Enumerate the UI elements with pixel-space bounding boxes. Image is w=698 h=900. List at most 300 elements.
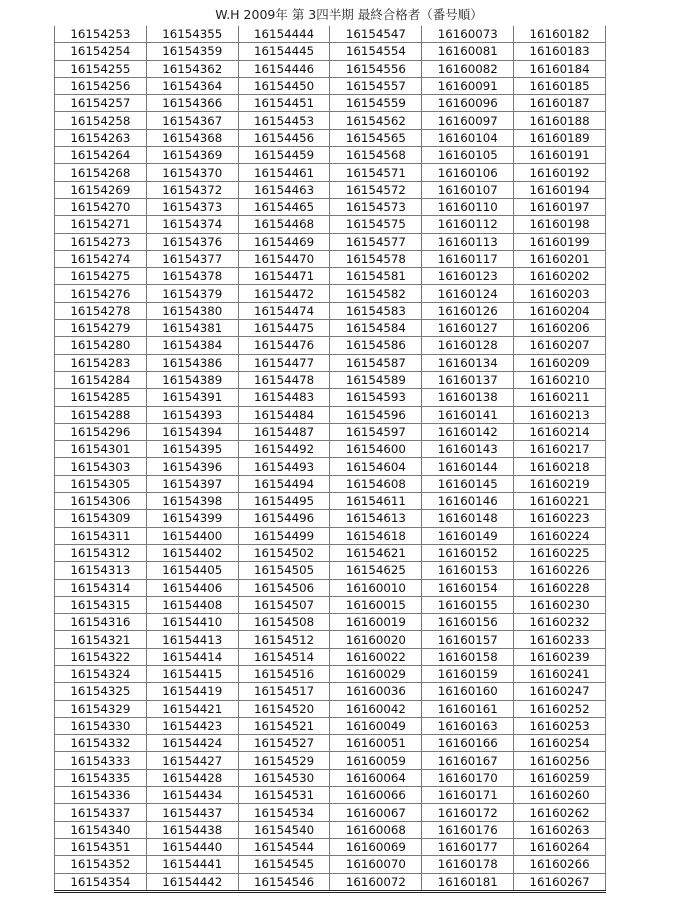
table-row	[55, 302, 606, 319]
table-cell: 16154608	[330, 475, 422, 492]
table-cell: 16154428	[146, 769, 238, 786]
table-cell: 16160228	[514, 579, 606, 596]
table-cell: 16154389	[146, 371, 238, 388]
table-cell: 16154399	[146, 510, 238, 527]
table-cell: 16160260	[514, 787, 606, 804]
table-cell: 16160217	[514, 441, 606, 458]
table-cell: 16154559	[330, 95, 422, 112]
table-cell: 16154288	[55, 406, 147, 423]
table-cell: 16154285	[55, 389, 147, 406]
table-cell: 16160145	[422, 475, 514, 492]
table-row	[55, 26, 606, 43]
table-cell: 16154442	[146, 873, 238, 891]
table-cell: 16160049	[330, 717, 422, 734]
table-cell: 16154453	[238, 112, 330, 129]
table-cell: 16154424	[146, 735, 238, 752]
table-row	[55, 268, 606, 285]
table-cell: 16160214	[514, 423, 606, 440]
table-cell: 16154351	[55, 838, 147, 855]
table-cell: 16160198	[514, 216, 606, 233]
table-cell: 16160019	[330, 614, 422, 631]
table-cell: 16154333	[55, 752, 147, 769]
table-cell: 16160192	[514, 164, 606, 181]
table-cell: 16154391	[146, 389, 238, 406]
table-cell: 16154546	[238, 873, 330, 891]
table-cell: 16160042	[330, 700, 422, 717]
table-cell: 16154568	[330, 147, 422, 164]
table-cell: 16160097	[422, 112, 514, 129]
table-cell: 16160128	[422, 337, 514, 354]
table-row	[55, 458, 606, 475]
table-cell: 16154384	[146, 337, 238, 354]
table-row	[55, 752, 606, 769]
table-cell: 16154474	[238, 302, 330, 319]
table-row	[55, 856, 606, 873]
table-cell: 16154600	[330, 441, 422, 458]
table-cell: 16154596	[330, 406, 422, 423]
table-cell: 16160138	[422, 389, 514, 406]
table-cell: 16154441	[146, 856, 238, 873]
table-cell: 16154370	[146, 164, 238, 181]
table-cell: 16160149	[422, 527, 514, 544]
table-cell: 16154468	[238, 216, 330, 233]
table-cell: 16160213	[514, 406, 606, 423]
table-cell: 16154450	[238, 77, 330, 94]
table-cell: 16154359	[146, 43, 238, 60]
table-cell: 16154311	[55, 527, 147, 544]
table-cell: 16154578	[330, 250, 422, 267]
table-cell: 16160107	[422, 181, 514, 198]
table-cell: 16160153	[422, 562, 514, 579]
table-row	[55, 181, 606, 198]
table-cell: 16160015	[330, 596, 422, 613]
table-cell: 16154534	[238, 804, 330, 821]
results-table	[54, 26, 606, 893]
table-cell: 16154421	[146, 700, 238, 717]
table-cell: 16160176	[422, 821, 514, 838]
table-cell: 16154577	[330, 233, 422, 250]
table-cell: 16154268	[55, 164, 147, 181]
table-cell: 16160252	[514, 700, 606, 717]
table-cell: 16154378	[146, 268, 238, 285]
table-cell: 16160073	[422, 26, 514, 43]
table-cell: 16154529	[238, 752, 330, 769]
table-row	[55, 735, 606, 752]
table-cell: 16154405	[146, 562, 238, 579]
table-cell: 16154618	[330, 527, 422, 544]
table-cell: 16154367	[146, 112, 238, 129]
table-cell: 16154461	[238, 164, 330, 181]
table-cell: 16154451	[238, 95, 330, 112]
table-cell: 16154271	[55, 216, 147, 233]
table-cell: 16160106	[422, 164, 514, 181]
table-cell: 16154437	[146, 804, 238, 821]
table-cell: 16160254	[514, 735, 606, 752]
table-cell: 16154621	[330, 544, 422, 561]
table-cell: 16154496	[238, 510, 330, 527]
table-cell: 16154469	[238, 233, 330, 250]
table-cell: 16154256	[55, 77, 147, 94]
table-row	[55, 43, 606, 60]
table-cell: 16154408	[146, 596, 238, 613]
table-cell: 16154476	[238, 337, 330, 354]
table-cell: 16154315	[55, 596, 147, 613]
table-row	[55, 614, 606, 631]
table-cell: 16154269	[55, 181, 147, 198]
table-cell: 16154444	[238, 26, 330, 43]
table-cell: 16160141	[422, 406, 514, 423]
table-cell: 16160068	[330, 821, 422, 838]
table-row	[55, 147, 606, 164]
table-cell: 16160126	[422, 302, 514, 319]
table-row	[55, 320, 606, 337]
table-cell: 16154386	[146, 354, 238, 371]
table-cell: 16154380	[146, 302, 238, 319]
table-cell: 16154508	[238, 614, 330, 631]
table-row	[55, 250, 606, 267]
table-cell: 16154366	[146, 95, 238, 112]
table-cell: 16160064	[330, 769, 422, 786]
table-cell: 16160233	[514, 631, 606, 648]
table-cell: 16160022	[330, 648, 422, 665]
table-cell: 16160218	[514, 458, 606, 475]
table-row	[55, 631, 606, 648]
table-cell: 16154611	[330, 493, 422, 510]
table-row	[55, 129, 606, 146]
table-cell: 16160127	[422, 320, 514, 337]
table-cell: 16154395	[146, 441, 238, 458]
table-cell: 16160166	[422, 735, 514, 752]
table-row	[55, 77, 606, 94]
table-cell: 16160172	[422, 804, 514, 821]
table-cell: 16154364	[146, 77, 238, 94]
table-cell: 16154465	[238, 198, 330, 215]
document-title: W.H 2009年 第 3四半期 最終合格者（番号順）	[215, 7, 483, 22]
table-row	[55, 60, 606, 77]
table-cell: 16160201	[514, 250, 606, 267]
table-cell: 16160112	[422, 216, 514, 233]
table-cell: 16154278	[55, 302, 147, 319]
table-cell: 16154379	[146, 285, 238, 302]
table-row	[55, 544, 606, 561]
table-cell: 16160203	[514, 285, 606, 302]
table-cell: 16160189	[514, 129, 606, 146]
table-row	[55, 787, 606, 804]
table-cell: 16160197	[514, 198, 606, 215]
table-cell: 16154502	[238, 544, 330, 561]
table-cell: 16154472	[238, 285, 330, 302]
table-cell: 16154507	[238, 596, 330, 613]
table-cell: 16160223	[514, 510, 606, 527]
table-cell: 16154393	[146, 406, 238, 423]
table-cell: 16154505	[238, 562, 330, 579]
table-cell: 16160072	[330, 873, 422, 891]
table-cell: 16160232	[514, 614, 606, 631]
table-cell: 16160225	[514, 544, 606, 561]
table-cell: 16154254	[55, 43, 147, 60]
table-cell: 16154413	[146, 631, 238, 648]
table-cell: 16160184	[514, 60, 606, 77]
table-cell: 16160096	[422, 95, 514, 112]
table-cell: 16160010	[330, 579, 422, 596]
table-row	[55, 112, 606, 129]
table-cell: 16154415	[146, 665, 238, 682]
table-cell: 16160181	[422, 873, 514, 891]
table-cell: 16154446	[238, 60, 330, 77]
table-cell: 16160185	[514, 77, 606, 94]
table-cell: 16160160	[422, 683, 514, 700]
table-row	[55, 527, 606, 544]
table-cell: 16154613	[330, 510, 422, 527]
table-cell: 16160163	[422, 717, 514, 734]
table-cell: 16154305	[55, 475, 147, 492]
table-cell: 16154312	[55, 544, 147, 561]
table-cell: 16160224	[514, 527, 606, 544]
table-cell: 16154264	[55, 147, 147, 164]
table-cell: 16160226	[514, 562, 606, 579]
table-cell: 16160239	[514, 648, 606, 665]
table-cell: 16160178	[422, 856, 514, 873]
table-row	[55, 873, 606, 891]
table-cell: 16154355	[146, 26, 238, 43]
table-cell: 16154438	[146, 821, 238, 838]
table-cell: 16160148	[422, 510, 514, 527]
table-cell: 16154521	[238, 717, 330, 734]
table-cell: 16160156	[422, 614, 514, 631]
table-cell: 16154587	[330, 354, 422, 371]
table-cell: 16160159	[422, 665, 514, 682]
table-cell: 16160167	[422, 752, 514, 769]
table-cell: 16154495	[238, 493, 330, 510]
table-cell: 16154625	[330, 562, 422, 579]
table-cell: 16160066	[330, 787, 422, 804]
table-cell: 16160081	[422, 43, 514, 60]
table-cell: 16154492	[238, 441, 330, 458]
table-cell: 16154332	[55, 735, 147, 752]
table-row	[55, 562, 606, 579]
table-cell: 16154377	[146, 250, 238, 267]
table-cell: 16154340	[55, 821, 147, 838]
table-cell: 16154584	[330, 320, 422, 337]
table-cell: 16154316	[55, 614, 147, 631]
table-cell: 16154352	[55, 856, 147, 873]
table-cell: 16154335	[55, 769, 147, 786]
table-row	[55, 423, 606, 440]
table-row	[55, 389, 606, 406]
table-cell: 16160263	[514, 821, 606, 838]
table-cell: 16154410	[146, 614, 238, 631]
table-cell: 16160146	[422, 493, 514, 510]
table-cell: 16160267	[514, 873, 606, 891]
table-cell: 16154314	[55, 579, 147, 596]
table-cell: 16160142	[422, 423, 514, 440]
table-cell: 16160204	[514, 302, 606, 319]
table-row	[55, 648, 606, 665]
table-cell: 16154463	[238, 181, 330, 198]
table-cell: 16154571	[330, 164, 422, 181]
table-cell: 16154276	[55, 285, 147, 302]
table-cell: 16160183	[514, 43, 606, 60]
table-cell: 16160117	[422, 250, 514, 267]
table-cell: 16160241	[514, 665, 606, 682]
table-cell: 16154487	[238, 423, 330, 440]
table-cell: 16154554	[330, 43, 422, 60]
table-cell: 16160036	[330, 683, 422, 700]
table-cell: 16154368	[146, 129, 238, 146]
table-cell: 16154414	[146, 648, 238, 665]
table-cell: 16154572	[330, 181, 422, 198]
table-cell: 16154381	[146, 320, 238, 337]
table-row	[55, 441, 606, 458]
table-cell: 16160177	[422, 838, 514, 855]
table-cell: 16154376	[146, 233, 238, 250]
table-cell: 16154478	[238, 371, 330, 388]
table-cell: 16154562	[330, 112, 422, 129]
table-cell: 16160171	[422, 787, 514, 804]
table-cell: 16154506	[238, 579, 330, 596]
table-cell: 16154484	[238, 406, 330, 423]
table-cell: 16160266	[514, 856, 606, 873]
table-row	[55, 233, 606, 250]
table-cell: 16154589	[330, 371, 422, 388]
table-row	[55, 769, 606, 786]
table-cell: 16154545	[238, 856, 330, 873]
table-cell: 16154324	[55, 665, 147, 682]
table-cell: 16154306	[55, 493, 147, 510]
table-cell: 16160221	[514, 493, 606, 510]
table-cell: 16154597	[330, 423, 422, 440]
table-cell: 16154258	[55, 112, 147, 129]
table-cell: 16154520	[238, 700, 330, 717]
table-cell: 16160067	[330, 804, 422, 821]
table-cell: 16154475	[238, 320, 330, 337]
table-row	[55, 475, 606, 492]
table-cell: 16160256	[514, 752, 606, 769]
table-cell: 16160113	[422, 233, 514, 250]
table-cell: 16154456	[238, 129, 330, 146]
table-cell: 16160137	[422, 371, 514, 388]
table-cell: 16160082	[422, 60, 514, 77]
table-cell: 16154337	[55, 804, 147, 821]
table-cell: 16160123	[422, 268, 514, 285]
table-cell: 16154583	[330, 302, 422, 319]
table-cell: 16154477	[238, 354, 330, 371]
table-cell: 16160262	[514, 804, 606, 821]
table-cell: 16160188	[514, 112, 606, 129]
table-cell: 16154263	[55, 129, 147, 146]
table-cell: 16160104	[422, 129, 514, 146]
table-cell: 16154423	[146, 717, 238, 734]
table-cell: 16160124	[422, 285, 514, 302]
table-row	[55, 216, 606, 233]
table-cell: 16154445	[238, 43, 330, 60]
table-row	[55, 821, 606, 838]
table-cell: 16160206	[514, 320, 606, 337]
table-cell: 16154483	[238, 389, 330, 406]
table-cell: 16154434	[146, 787, 238, 804]
table-cell: 16154322	[55, 648, 147, 665]
table-cell: 16154406	[146, 579, 238, 596]
table-cell: 16154586	[330, 337, 422, 354]
table-row	[55, 354, 606, 371]
table-cell: 16154459	[238, 147, 330, 164]
table-cell: 16154253	[55, 26, 147, 43]
table-cell: 16154517	[238, 683, 330, 700]
table-cell: 16154397	[146, 475, 238, 492]
table-cell: 16154354	[55, 873, 147, 891]
table-cell: 16154593	[330, 389, 422, 406]
table-cell: 16154283	[55, 354, 147, 371]
table-row	[55, 95, 606, 112]
table-cell: 16154531	[238, 787, 330, 804]
table-row	[55, 493, 606, 510]
table-row	[55, 198, 606, 215]
table-row	[55, 665, 606, 682]
table-cell: 16154604	[330, 458, 422, 475]
table-cell: 16154512	[238, 631, 330, 648]
table-row	[55, 371, 606, 388]
table-cell: 16154494	[238, 475, 330, 492]
table-cell: 16154329	[55, 700, 147, 717]
table-row	[55, 596, 606, 613]
table-cell: 16154330	[55, 717, 147, 734]
table-cell: 16160259	[514, 769, 606, 786]
table-cell: 16154499	[238, 527, 330, 544]
table-cell: 16160230	[514, 596, 606, 613]
table-row	[55, 717, 606, 734]
table-cell: 16154514	[238, 648, 330, 665]
table-cell: 16154440	[146, 838, 238, 855]
table-cell: 16160202	[514, 268, 606, 285]
table-cell: 16154398	[146, 493, 238, 510]
table-cell: 16154575	[330, 216, 422, 233]
table-cell: 16154530	[238, 769, 330, 786]
table-cell: 16160155	[422, 596, 514, 613]
table-cell: 16154279	[55, 320, 147, 337]
table-cell: 16154493	[238, 458, 330, 475]
table-cell: 16160051	[330, 735, 422, 752]
table-cell: 16154547	[330, 26, 422, 43]
table-cell: 16160144	[422, 458, 514, 475]
table-cell: 16154313	[55, 562, 147, 579]
table-cell: 16154470	[238, 250, 330, 267]
table-cell: 16154362	[146, 60, 238, 77]
table-cell: 16154471	[238, 268, 330, 285]
table-cell: 16154372	[146, 181, 238, 198]
table-cell: 16154396	[146, 458, 238, 475]
table-cell: 16160187	[514, 95, 606, 112]
table-cell: 16154255	[55, 60, 147, 77]
table-cell: 16160194	[514, 181, 606, 198]
table-cell: 16154565	[330, 129, 422, 146]
table-cell: 16160091	[422, 77, 514, 94]
table-cell: 16154516	[238, 665, 330, 682]
table-row	[55, 683, 606, 700]
table-cell: 16154556	[330, 60, 422, 77]
table-cell: 16160253	[514, 717, 606, 734]
table-cell: 16154544	[238, 838, 330, 855]
table-row	[55, 406, 606, 423]
table-cell: 16154419	[146, 683, 238, 700]
table-cell: 16154527	[238, 735, 330, 752]
table-cell: 16160191	[514, 147, 606, 164]
table-row	[55, 164, 606, 181]
table-cell: 16160069	[330, 838, 422, 855]
table-cell: 16154284	[55, 371, 147, 388]
table-cell: 16154557	[330, 77, 422, 94]
table-cell: 16154400	[146, 527, 238, 544]
table-cell: 16154275	[55, 268, 147, 285]
